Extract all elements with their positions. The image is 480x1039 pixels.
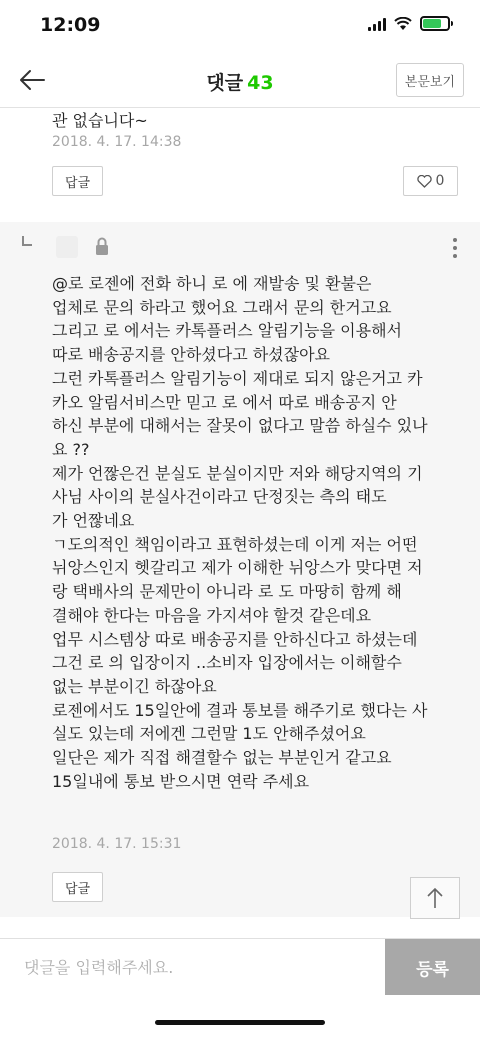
comment-item bbox=[0, 108, 480, 220]
wifi-icon bbox=[394, 17, 412, 31]
comment-line: @로 로젠에 전화 하니 로 에 재발송 및 환불은 bbox=[52, 274, 372, 293]
comment-count: 43 bbox=[247, 72, 274, 94]
comment-line: 15일내에 통보 받으시면 연락 주세요 bbox=[52, 771, 310, 791]
more-vertical-icon[interactable] bbox=[452, 238, 458, 258]
arrow-up-icon bbox=[426, 887, 444, 909]
comment-date: 2018. 4. 17. 14:38 bbox=[52, 134, 182, 150]
comment-line: 그건 로 의 입장이지 ..소비자 입장에서는 이해할수 bbox=[52, 653, 402, 673]
comment-line: 그리고 로 에서는 카톡플러스 알림기능을 이용해서 bbox=[52, 321, 403, 341]
comment-line: 업체로 문의 하라고 했어요 그래서 문의 한거고요 bbox=[52, 297, 392, 317]
battery-icon bbox=[420, 16, 450, 31]
comment-line: ㄱ도의적인 책임이라고 표현하셨는데 이게 저는 어떤 bbox=[52, 534, 418, 554]
comment-line: 카오 알림서비스만 믿고 로 에서 따로 배송공지 안 bbox=[52, 392, 397, 412]
scroll-to-top-button[interactable] bbox=[410, 877, 460, 919]
comment-line: 랑 택배사의 문제만이 아니라 로 도 마땅히 함께 해 bbox=[52, 582, 402, 602]
comment-line: 일단은 제가 직접 해결할수 없는 부분인거 같고요 bbox=[52, 748, 392, 768]
comment-line: 요 ?? bbox=[52, 439, 90, 459]
status-time: 12:09 bbox=[40, 14, 101, 36]
comment-input[interactable] bbox=[0, 939, 385, 995]
comment-line: 실도 있는데 저에겐 그런말 1도 안해주셨어요 bbox=[52, 724, 366, 744]
view-post-button[interactable]: 본문보기 bbox=[396, 63, 464, 97]
comment-input-bar bbox=[0, 938, 480, 995]
home-indicator bbox=[155, 1020, 325, 1025]
comment-line: 결해야 한다는 마음을 가지셔야 할것 같은데요 bbox=[52, 605, 372, 625]
nav-bar bbox=[0, 52, 480, 108]
comment-line: 없는 부분이긴 하잖아요 bbox=[52, 676, 217, 696]
comment-line: 뉘앙스인지 헷갈리고 제가 이해한 뉘앙스가 맞다면 저 bbox=[52, 558, 423, 578]
comment-text: 관 없습니다~ bbox=[52, 111, 148, 130]
comment-date: 2018. 4. 17. 15:31 bbox=[52, 836, 182, 852]
reply-button[interactable]: 답글 bbox=[52, 872, 103, 902]
comment-text bbox=[52, 272, 472, 793]
signal-icon bbox=[368, 17, 386, 31]
like-button[interactable] bbox=[403, 166, 458, 196]
lock-icon bbox=[94, 236, 110, 256]
status-icons bbox=[368, 16, 450, 31]
author-name-redacted bbox=[56, 236, 78, 258]
comment-line: 사님 사이의 분실사건이라고 단정짓는 측의 태도 bbox=[52, 487, 387, 507]
heart-icon bbox=[417, 175, 432, 188]
submit-button[interactable]: 등록 bbox=[385, 939, 480, 995]
page-title-label: 댓글 bbox=[206, 72, 244, 94]
comment-line: 따로 배송공지를 안하셨다고 하셨잖아요 bbox=[52, 345, 331, 365]
reply-button[interactable]: 답글 bbox=[52, 166, 103, 196]
comment-line: 그런 카톡플러스 알림기능이 제대로 되지 않은거고 카 bbox=[52, 368, 423, 388]
comment-line: 업무 시스템상 따로 배송공지를 안하신다고 하셨는데 bbox=[52, 629, 418, 649]
comment-line: 하신 부분에 대해서는 잘못이 없다고 말씀 하실수 있나 bbox=[52, 416, 428, 436]
comment-line: 로젠에서도 15일안에 결과 통보를 해주기로 했다는 사 bbox=[52, 700, 428, 720]
reply-indicator-icon bbox=[22, 236, 32, 246]
reply-comment-item bbox=[0, 222, 480, 917]
comment-line: 가 언짢네요 bbox=[52, 511, 135, 531]
status-bar bbox=[0, 0, 480, 52]
like-count: 0 bbox=[435, 173, 445, 189]
comment-line: 제가 언짢은건 분실도 분실이지만 저와 해당지역의 기 bbox=[52, 463, 423, 483]
